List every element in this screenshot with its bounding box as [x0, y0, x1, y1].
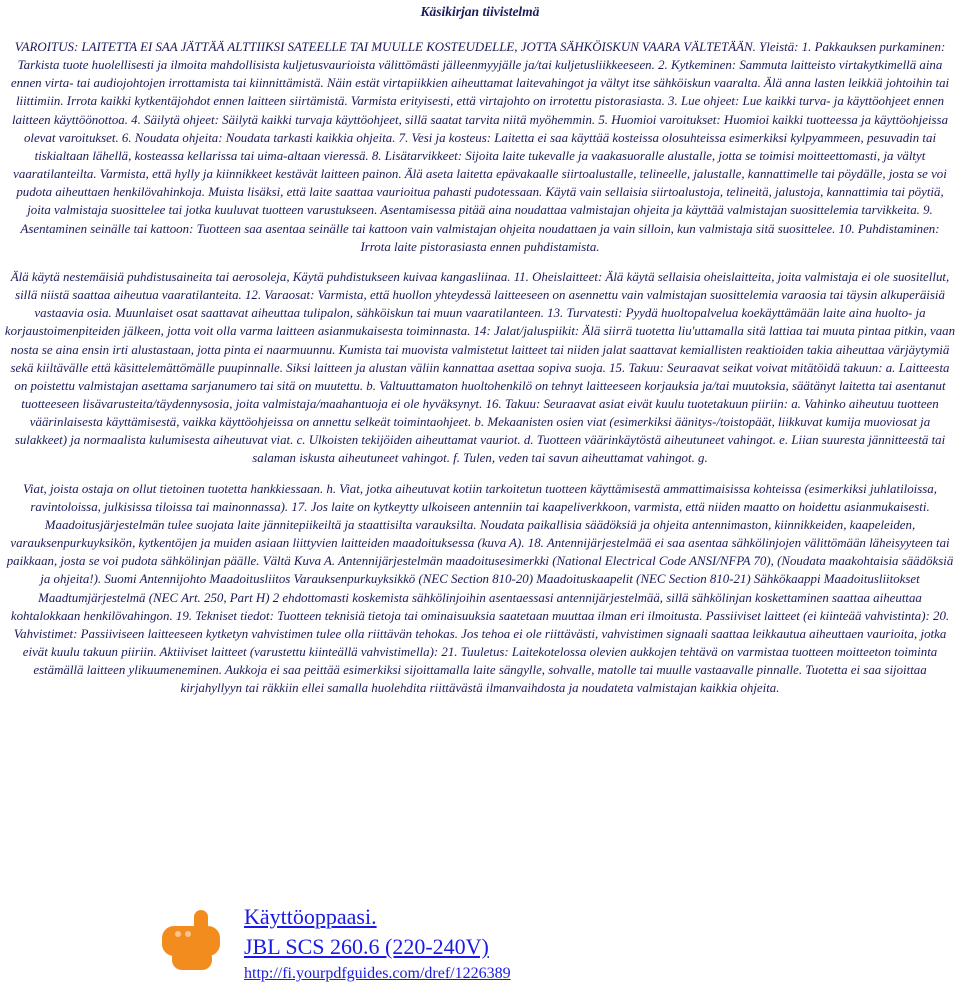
paragraph-3: Viat, joista ostaja on ollut tietoinen tuotetta hankkiessaan. h. Viat, jotka aiheutuvat kotiin tarkoitetun tuotteen käyttämisestä ammattimaisissa kohteissa (esimerkiksi juhlatiloissa, ravintoloissa, julkisissa tiloissa tai mainonnassa). 17. Jos laite on kytkeytty ulkoiseen antenniin tai kaapeliverkkoon, varmista, että niiden maatto on hoidettu asianmukaisesti. Maadoitusjärjestelmän tulee suojata laite jännitepiikeiltä ja staattisilta varauksilta. Noudata paikallisia säädöksiä ja ohjeita antennimaston, kiinnikkeiden, kaapeleiden, varauksenpurkuyksikön, kytkentöjen ja muiden asiaan liittyvien laitteiden maadoituksessa (kuva A). 18. Antennijärjestelmää ei saa asentaa sähkölinjojen välittömään läheisyyteen tai paikkaan, josta se voi pudota sähkölinjan päälle. Vältä Kuva A. Antennijärjestelmän maadoitusesimerkki (National Electrical Code ANSI/NFPA 70), (Noudata maakohtaisia säädöksiä ja ohjeita!). Suomi Antennijohto Maadoitusliitos Varauksenpurkuyksikkö (NEC Section 810-20) Maadoituskaapelit (NEC Section 810-21) Sähkökaappi Maadoitusliitokset Maadtumjärjestelmä (NEC Art. 250, Part H) 2 ehdottomasti koskemista sähkölinjoihin asentaessasi antennijärjestelmää, sillä sähkölinjan koskettaminen saattaa aiheuttaa kohtalokkaan henkilövahingon. 19. Tekniset tiedot: Tuotteen teknisiä tietoja tai ominaisuuksia saatetaan muuttaa ilman eri ilmoitusta. Passiiviset laitteet (ei kiinteää vahvistinta): 20. Vahvistimet: Passiiviseen laitteeseen kytketyn vahvistimen tulee olla riittävän tehokas. Jos tehoa ei ole riittävästi, vahvistimen signaali saattaa leikkautua aiheuttaen vaurioita, jotka eivät kuulu takuun piiriin. Aktiiviset laitteet (varustettu kiinteällä vahvistimella): 21. Tuuletus: Laitekotelossa olevien aukkojen tehtävä on varmistaa tuotteen moitteeton toiminta estämällä laitteen ylikuumeneminen. Aukkoja ei saa peittää esimerkiksi sijoittamalla laite sängylle, sohvalle, matolle tai muulle vastaavalle pinnalle. Tuotetta ei saa sijoittaa kirjahyllyyn tai räkkiin ellei samalla huolehdita riittävästä ilmanvaihdosta ja noudateta valmistajan kaikkia ohjeita.	[6, 481, 954, 696]
paragraph-2: Älä käytä nestemäisiä puhdistusaineita tai aerosoleja, Käytä puhdistukseen kuivaa kangasliinaa. 11. Oheislaitteet: Älä käytä sellaisia oheislaitteita, joita valmistaja ei ole suositellut, sillä niistä saattaa aiheutua vaaratilanteita. 12. Varaosat: Varmista, että huollon yhteydessä laitteeseen on asennettu vain valmistajan suosittelemia varaosia tai täysin alkuperäisiä vastaavia osia. Muunlaiset osat saattavat aiheuttaa tulipalon, sähköiskun tai muun vaaratilanteen. 13. Turvatesti: Pyydä huoltopalvelua koekäyttämään laite aina huolto- ja korjaustoimenpiteiden jälkeen, jotta voit olla varma laitteen asianmukaisesta toiminnasta. 14: Jalat/jaluspiikit: Älä siirrä tuotetta liu'uttamalla sitä lattiaa tai muuta pintaa pitkin, vaan nosta se aina ensin irti alustastaan, jotta pinta ei naarmuunnu. Kumista tai muovista valmistetut laitteet tai niiden jalat saattavat kemiallisten reaktioiden takia aiheuttaa värjäytymiä sekä kiiltävälle että käsittelemättömälle puupinnalle. Siksi laitteen ja alustan väliin kannattaa asettaa sopiva suoja. 15. Takuu: Seuraavat seikat voivat mitätöidä takuun: a. Laitteesta on poistettu valmistajan asettama sarjanumero tai sitä on muutettu. b. Valtuuttamaton huoltohenkilö on tehnyt laitteeseen korjauksia ja/tai muutoksia, säätänyt laitetta tai asentanut tuotteeseen lisävarusteita/täydennysosia, joita valmistaja/maahantuoja ei ole hyväksynyt. 16. Takuu: Seuraavat asiat eivät kuulu tuotetakuun piiriin: a. Vahinko aiheutuu tuotteen väärinlaisesta käyttämisestä, vaikka käyttöohjeissa on annettu selkeät toimintaohjeet. b. Mekaanisten osien viat (esimerkiksi äänitys-/toistopäät, liikkuvat kumija muoviosat ja sulakkeet) ja normaalista kulumisesta aiheutuvat viat. c. Ulkoisten tekijöiden aiheuttamat vauriot. d. Tuotteen väärinkäytöstä aiheutuneet vahingot. e. Liian suuresta jännitteestä tai salaman iskusta aiheutuneet vahingot. f. Tulen, veden tai savun aiheuttamat vahingot. g.	[4, 269, 956, 466]
paragraph-gap	[4, 468, 956, 480]
hand-pointer-icon	[158, 904, 230, 976]
paragraph-gap	[4, 256, 956, 268]
paragraph-1: VAROITUS: LAITETTA EI SAA JÄTTÄÄ ALTTIIKSI SATEELLE TAI MUULLE KOSTEUDELLE, JOTTA SÄHKÖISKUN VAARA VÄLTETÄÄN. Yleistä: 1. Pakkauksen purkaminen: Tarkista tuote huolellisesti ja ilmoita mahdollisista kuljetusvaurioista välittömästi jälleenmyyjälle ja/tai kuljetusliikkeeseen. 2. Kytkeminen: Sammuta laitteisto virtakytkimellä aina ennen virta- tai audiojohtojen irrottamista tai kiinnittämistä. Näin estät virtapiikkien aiheuttamat laitevahingot ja vältyt itse sähköiskun vaaralta. Älä anna lasten leikkiä johtoihin tai liittimiin. Irrota kaikki kytkentäjohdot ennen laitteen siirtämistä. Varmista erityisesti, että virtajohto on irrotettu pistorasiasta. 3. Lue ohjeet: Lue kaikki turva- ja käyttöohjeet ennen laitteen käyttöönottoa. 4. Säilytä ohjeet: Säilytä kaikki turvaja käyttöohjeet, sillä saatat tarvita niitä myöhemmin. 5. Huomioi varoitukset: Huomioi kaikki tuotteessa ja käyttöohjeissa olevat varoitukset. 6. Noudata ohjeita: Noudata tarkasti kaikkia ohjeita. 7. Vesi ja kosteus: Laitetta ei saa käyttää kosteissa olosuhteissa esimerkiksi kylpyammeen, pesuvadin tai tiskialtaan lähellä, kosteassa kellarissa tai uima-altaan vieressä. 8. Lisätarvikkeet: Sijoita laite tukevalle ja vaakasuoralle alustalle, jotta se toimisi moitteettomasti, ja vältyt vaaratilanteilta. Varmista, että hylly ja kiinnikkeet kestävät laitteen painon. Älä aseta laitetta epävakaalle siirtoalustalle, telineelle, jalustalle, kannattimelle tai pöydälle, josta se voi pudota aiheuttaen henkilövahinkoja. Muista lisäksi, että laite saattaa vaurioitua pahasti pudotessaan. Käytä vain sellaisia siirtoalustoja, telineitä, jalustoja, kannattimia tai pöytiä, joita valmistaja suosittelee tai jotka kuuluvat tuotteen varustukseen. Asentamisessa pitää aina noudattaa valmistajan ohjeita ja käyttää valmistajan suosittelemia tarvikkeita. 9. Asentaminen seinälle tai kattoon: Tuotteen saa asentaa seinälle tai kattoon vain valmistajan ohjeita noudattaen ja vain silloin, kun valmistaja sitä suosittelee. 10. Puhdistaminen: Irrota laite pistorasiasta ennen puhdistamista.	[10, 40, 950, 254]
url-link[interactable]: http://fi.yourpdfguides.com/dref/1226389	[244, 965, 511, 982]
manual-link[interactable]: Käyttöoppaasi.	[244, 904, 377, 929]
product-link[interactable]: JBL SCS 260.6 (220-240V)	[244, 934, 489, 959]
document-body	[4, 38, 956, 697]
footer-links	[244, 902, 511, 986]
document-title: Käsikirjan tiivistelmä	[420, 4, 540, 19]
